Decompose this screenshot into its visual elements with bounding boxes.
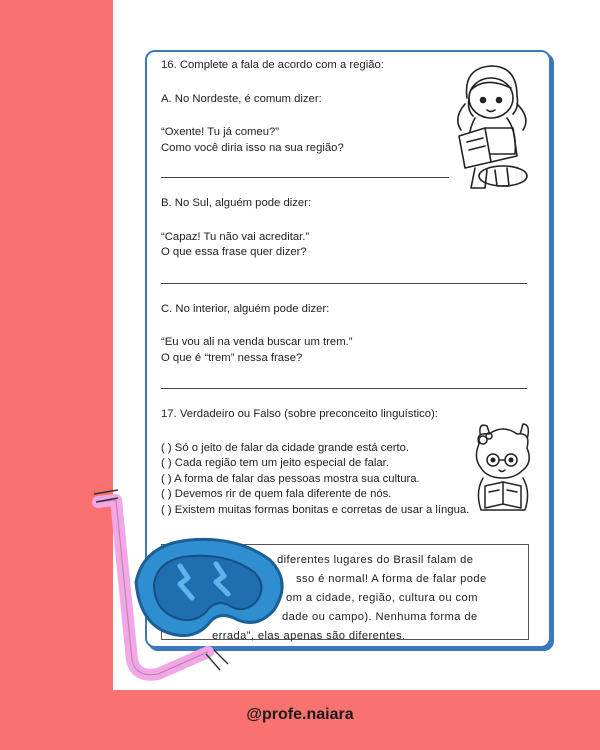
q16-a-ask: Como você diria isso na sua região? bbox=[161, 141, 344, 154]
info-line-1: diferentes lugares do Brasil falam de bbox=[277, 554, 474, 566]
llama-reading-illustration bbox=[467, 418, 539, 518]
question-17-title: 17. Verdadeiro ou Falso (sobre preconceito linguístico): bbox=[161, 408, 438, 420]
q16-b-ask: O que essa frase quer dizer? bbox=[161, 246, 307, 258]
tf-item-1[interactable]: ( ) Só o jeito de falar da cidade grande está certo. bbox=[161, 441, 410, 454]
tf-item-3[interactable]: ( ) A forma de falar das pessoas mostra sua cultura. bbox=[161, 472, 420, 485]
q16-b-label: B. No Sul, alguém pode dizer: bbox=[161, 197, 312, 209]
info-line-4: dade ou campo). Nenhuma forma de bbox=[282, 611, 478, 623]
q16-a-label: A. No Nordeste, é comum dizer: bbox=[161, 92, 322, 105]
info-line-5: errada”, elas apenas são diferentes. bbox=[212, 630, 406, 642]
question-16-title: 16. Complete a fala de acordo com a região: bbox=[161, 59, 384, 71]
q16-a-quote: “Oxente! Tu já comeu?” bbox=[161, 126, 280, 138]
snorkel-mask-sticker bbox=[88, 482, 308, 692]
info-line-2: sso é normal! A forma de falar pode bbox=[296, 573, 487, 585]
info-line-3: om a cidade, região, cultura ou com bbox=[286, 592, 478, 604]
q16-c-quote: “Eu vou ali na venda buscar um trem.” bbox=[161, 336, 353, 348]
girl-reading-illustration bbox=[445, 58, 537, 196]
q16-b-quote: “Capaz! Tu não vai acreditar.” bbox=[161, 230, 310, 243]
tf-item-2[interactable]: ( ) Cada região tem um jeito especial de falar. bbox=[161, 457, 389, 469]
q16-c-ask: O que é “trem” nessa frase? bbox=[161, 351, 303, 364]
q16-c-label: C. No interior, alguém pode dizer: bbox=[161, 302, 330, 315]
tf-item-4[interactable]: ( ) Devemos rir de quem fala diferente de nós. bbox=[161, 488, 392, 500]
author-handle: @profe.naiara bbox=[246, 706, 354, 723]
tf-item-5[interactable]: ( ) Existem muitas formas bonitas e corretas de usar a língua. bbox=[161, 503, 470, 516]
